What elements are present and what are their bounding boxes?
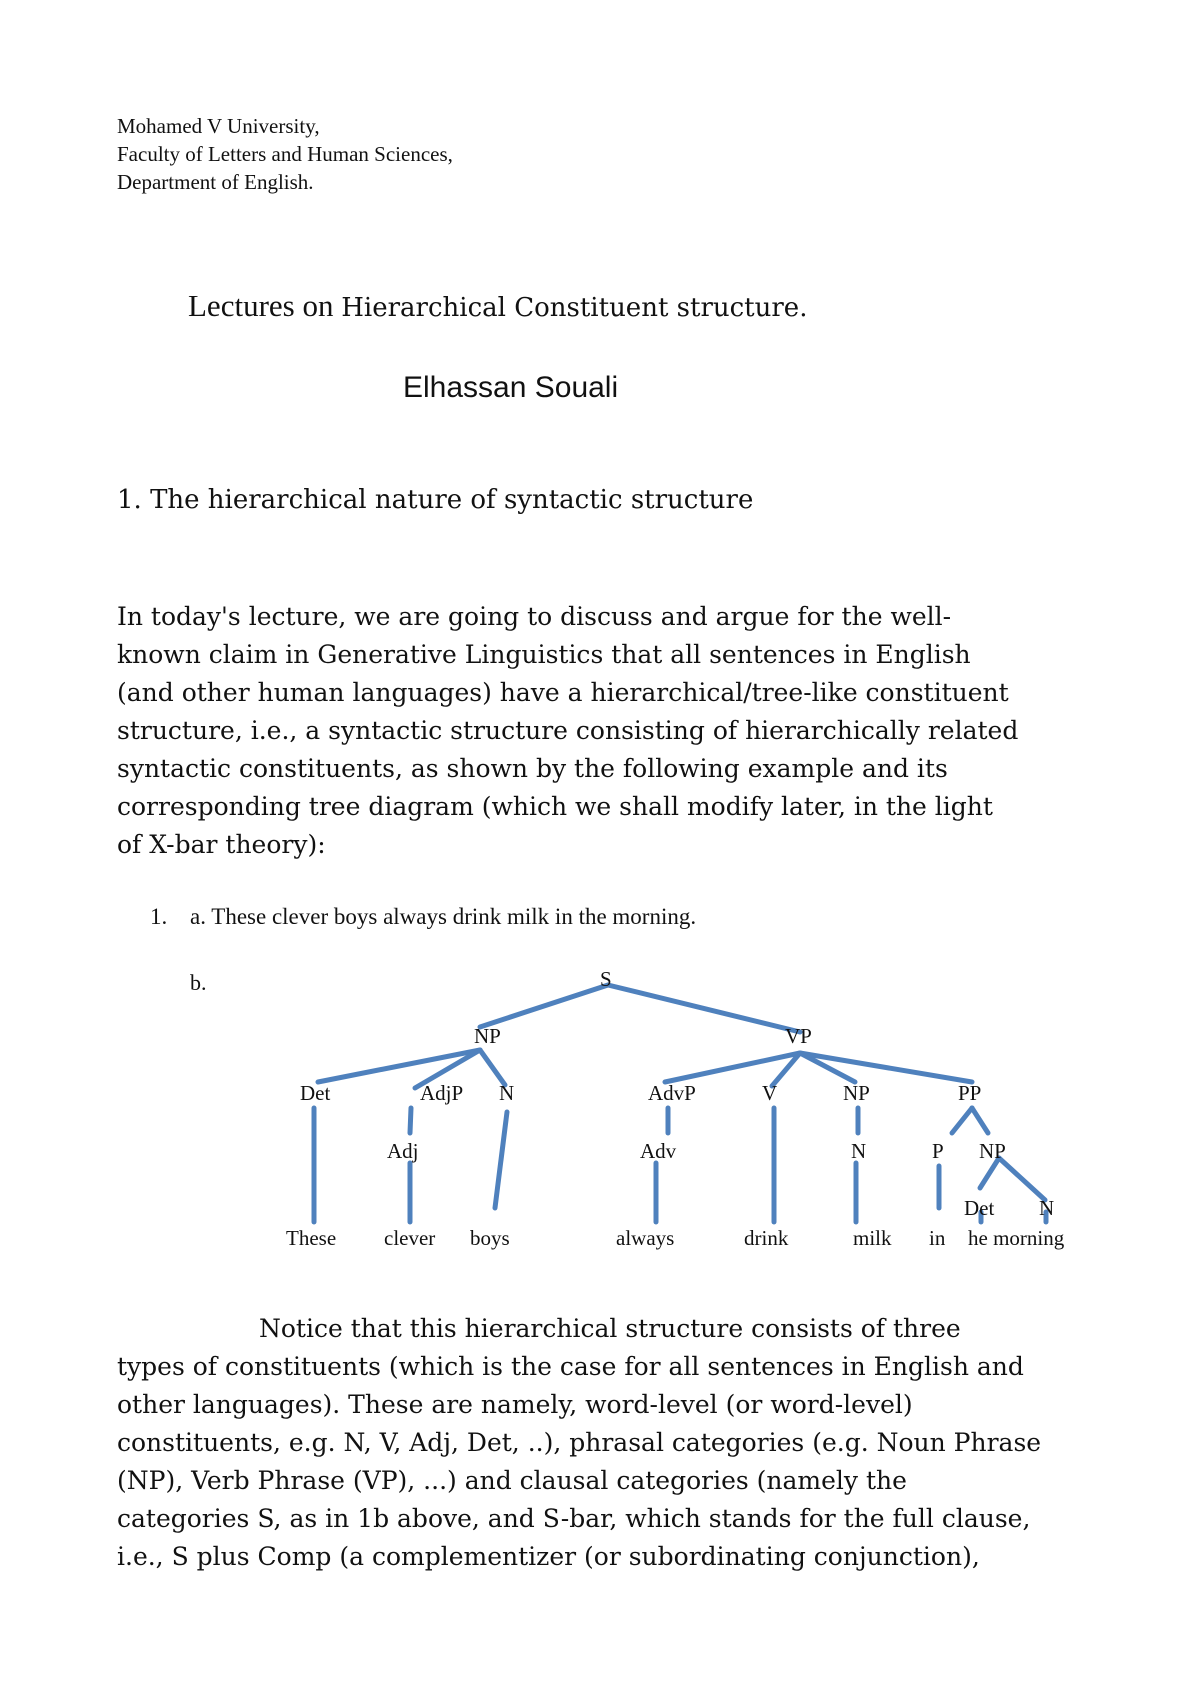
word-drink: drink xyxy=(744,1226,789,1250)
paragraph-line: (and other human languages) have a hierarchical/tree-like constituent xyxy=(117,678,1009,707)
header-faculty: Faculty of Letters and Human Sciences, xyxy=(117,142,453,166)
paragraph-line: structure, i.e., a syntactic structure consisting of hierarchically related xyxy=(117,716,1019,745)
word-always: always xyxy=(616,1226,675,1250)
word-these: These xyxy=(286,1226,337,1250)
node-adv: Adv xyxy=(640,1139,677,1163)
branch-np-n3 xyxy=(999,1158,1045,1200)
title-part1: Lectures on xyxy=(188,288,334,323)
branch-adjp-adj xyxy=(410,1108,411,1133)
node-s: S xyxy=(600,967,612,991)
paragraph-line: types of constituents (which is the case for all sentences in English and xyxy=(117,1352,1024,1381)
word-clever: clever xyxy=(384,1226,436,1250)
paragraph-line: Notice that this hierarchical structure consists of three xyxy=(259,1314,961,1343)
branch-np-n xyxy=(480,1050,505,1085)
word-milk: milk xyxy=(853,1226,892,1250)
paragraph-line: known claim in Generative Linguistics that all sentences in English xyxy=(117,640,971,669)
node-p: P xyxy=(932,1139,944,1163)
author-name: Elhassan Souali xyxy=(403,371,619,404)
node-pp: PP xyxy=(958,1081,982,1105)
node-adjp: AdjP xyxy=(420,1081,464,1105)
node-vp: VP xyxy=(785,1024,812,1048)
branch-n-boys xyxy=(495,1112,507,1208)
word-in: in xyxy=(929,1226,946,1250)
node-np2: NP xyxy=(843,1081,870,1105)
branch-s-np xyxy=(480,985,608,1027)
title-part2: Hierarchical Constituent structure. xyxy=(341,293,808,323)
header-university: Mohamed V University, xyxy=(117,114,320,138)
node-advp: AdvP xyxy=(648,1081,696,1105)
notice-paragraph xyxy=(117,1310,1097,1576)
node-det: Det xyxy=(300,1081,331,1105)
example-sentence: a. These clever boys always drink milk in the morning. xyxy=(190,904,697,929)
node-n2: N xyxy=(851,1139,867,1163)
node-np3: NP xyxy=(979,1139,1006,1163)
node-n3: N xyxy=(1039,1196,1055,1220)
header-department: Department of English. xyxy=(117,170,314,194)
paragraph-line: syntactic constituents, as shown by the following example and its xyxy=(117,754,948,783)
paragraph-line: corresponding tree diagram (which we shall modify later, in the light xyxy=(117,792,993,821)
node-n: N xyxy=(499,1081,515,1105)
branch-pp-np xyxy=(972,1108,988,1133)
node-np: NP xyxy=(474,1024,501,1048)
paragraph-line: (NP), Verb Phrase (VP), ...) and clausal categories (namely the xyxy=(117,1466,907,1495)
word-boys: boys xyxy=(470,1226,510,1250)
paragraph-line: other languages). These are namely, word-level (or word-level) xyxy=(117,1390,913,1419)
word-the-morning: he morning xyxy=(968,1226,1065,1250)
paragraph-line: of X-bar theory): xyxy=(117,830,326,859)
paragraph-line: i.e., S plus Comp (a complementizer (or subordinating conjunction), xyxy=(117,1542,980,1571)
node-v: V xyxy=(762,1081,778,1105)
example-b-label: b. xyxy=(190,970,207,995)
branch-pp-p xyxy=(952,1108,972,1133)
section-heading: 1. The hierarchical nature of syntactic structure xyxy=(117,485,754,515)
paragraph-line: In today's lecture, we are going to discuss and argue for the well- xyxy=(117,602,952,631)
node-det2: Det xyxy=(964,1196,995,1220)
example-number: 1. xyxy=(150,904,168,929)
branch-s-vp xyxy=(608,985,800,1032)
paragraph-line: constituents, e.g. N, V, Adj, Det, ..), phrasal categories (e.g. Noun Phrase xyxy=(117,1428,1042,1457)
paragraph-line: categories S, as in 1b above, and S-bar, which stands for the full clause, xyxy=(117,1504,1031,1533)
node-adj: Adj xyxy=(387,1139,419,1163)
